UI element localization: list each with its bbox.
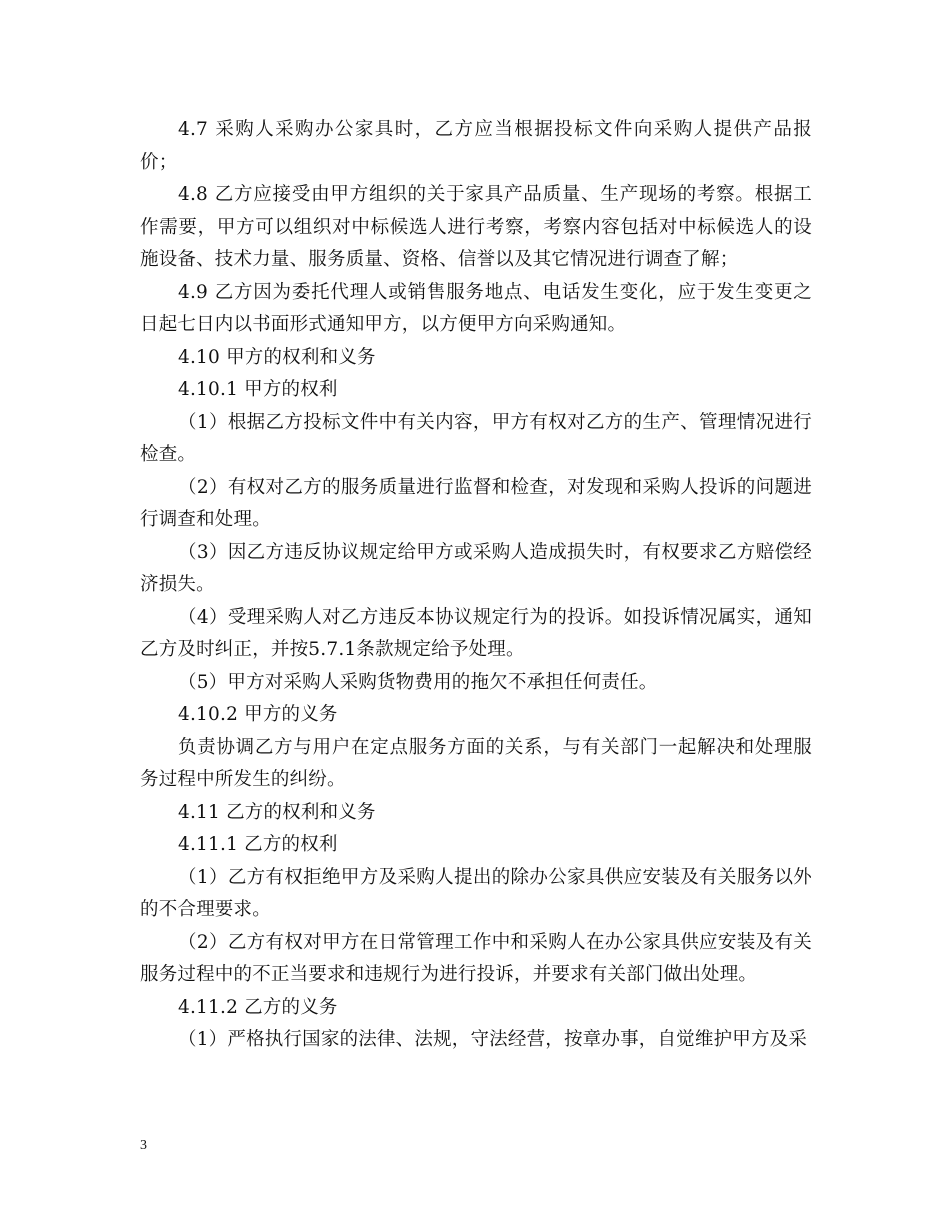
paragraph-4-9: 4.9 乙方因为委托代理人或销售服务地点、电话发生变化，应于发生变更之日起七日内以书面形式通知甲方，以方便甲方向采购通知。: [140, 281, 812, 335]
list-item-rights-1: （1）根据乙方投标文件中有关内容，甲方有权对乙方的生产、管理情况进行检查。: [140, 411, 812, 465]
heading-4-10-1: 4.10.1 甲方的权利: [178, 379, 338, 400]
paragraph-4-8: 4.8 乙方应接受由甲方组织的关于家具产品质量、生产现场的考察。根据工作需要，甲方可以组织对中标候选人进行考察，考察内容包括对中标候选人的设施设备、技术力量、服务质量、资格、信誉以及其它情况进行调查了解；: [140, 184, 812, 270]
list-item-b-rights-2: （2）乙方有权对甲方在日常管理工作中和采购人在办公家具供应安装及有关服务过程中的不正当要求和违规行为进行投诉，并要求有关部门做出处理。: [140, 931, 812, 985]
list-item-b-rights-1: （1）乙方有权拒绝甲方及采购人提出的除办公家具供应安装及有关服务以外的不合理要求。: [140, 866, 812, 920]
list-item-rights-4: （4）受理采购人对乙方违反本协议规定行为的投诉。如投诉情况属实，通知乙方及时纠正，并按5.7.1条款规定给予处理。: [140, 606, 812, 660]
heading-4-11: 4.11 乙方的权利和义务: [178, 801, 376, 823]
paragraph-4-7: 4.7 采购人采购办公家具时，乙方应当根据投标文件向采购人提供产品报价；: [140, 119, 812, 173]
heading-4-11-1: 4.11.1 乙方的权利: [178, 834, 338, 855]
heading-4-11-2: 4.11.2 乙方的义务: [178, 996, 338, 1018]
list-item-b-duties-1: （1）严格执行国家的法律、法规，守法经营，按章办事，自觉维护甲方及采: [178, 1029, 808, 1050]
heading-4-10-2: 4.10.2 甲方的义务: [178, 704, 338, 725]
list-item-rights-2: （2）有权对乙方的服务质量进行监督和检查，对发现和采购人投诉的问题进行调查和处理。: [140, 476, 812, 530]
page-number: 3: [140, 1138, 147, 1153]
list-item-rights-3: （3）因乙方违反协议规定给甲方或采购人造成损失时，有权要求乙方赔偿经济损失。: [140, 541, 812, 595]
list-item-rights-5: （5）甲方对采购人采购货物费用的拖欠不承担任何责任。: [178, 671, 658, 693]
heading-4-10: 4.10 甲方的权利和义务: [178, 346, 376, 368]
paragraph-obligations: 负责协调乙方与用户在定点服务方面的关系，与有关部门一起解决和处理服务过程中所发生的纠纷。: [140, 736, 812, 790]
body-text: [140, 114, 812, 1057]
